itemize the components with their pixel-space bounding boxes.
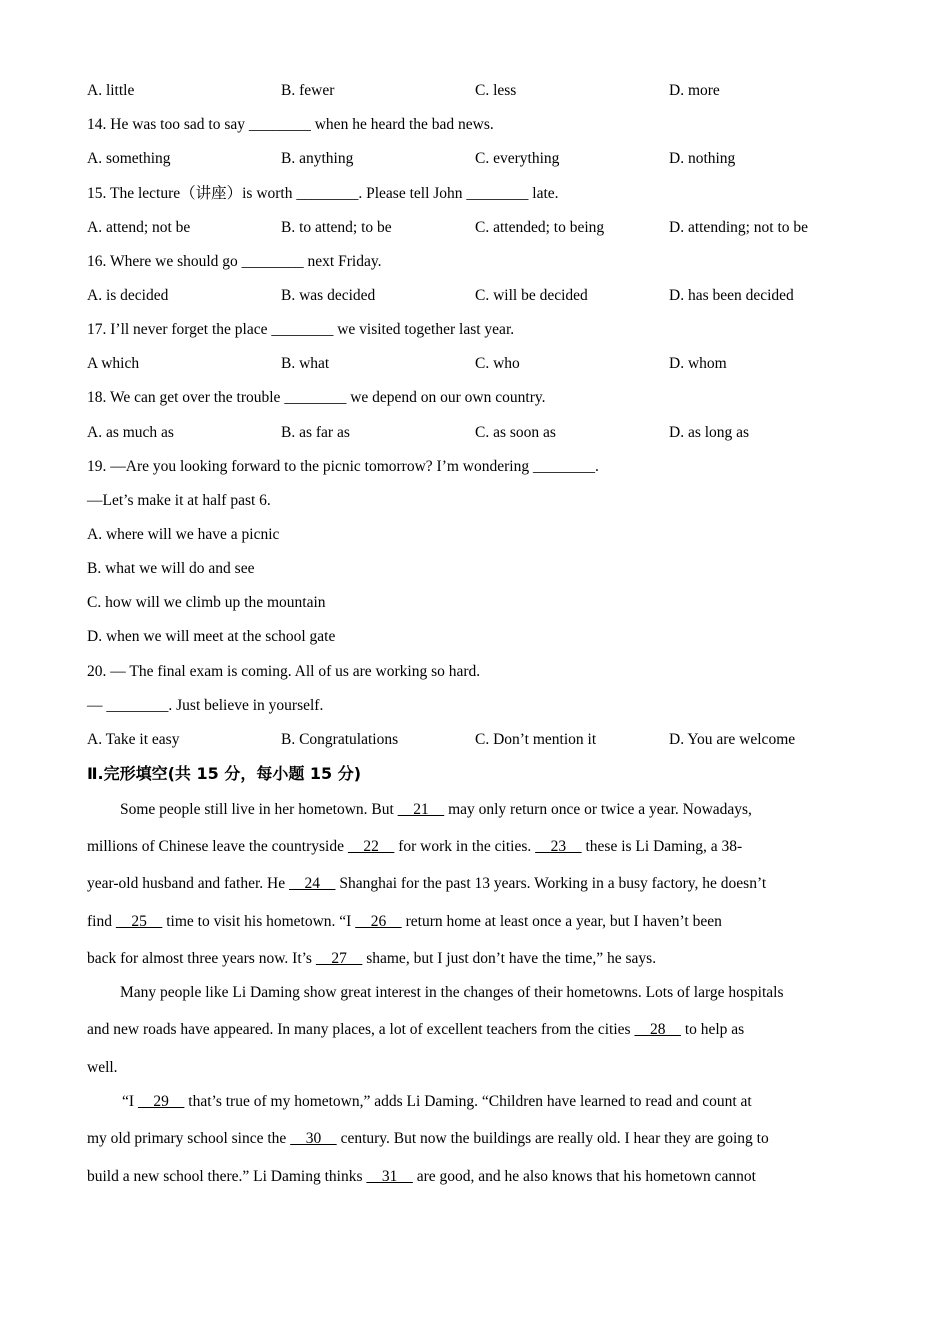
passage-text: Some people still live in her hometown. But	[120, 801, 398, 818]
cloze-line	[122, 1092, 898, 1112]
q17-option-c: C. who	[475, 355, 520, 372]
cloze-line	[87, 949, 863, 969]
q17-option-d: D. whom	[669, 355, 727, 372]
passage-text: Many people like Li Daming show great interest in the changes of their hometowns. Lots of large hospitals	[120, 984, 784, 1001]
cloze-line	[87, 912, 863, 932]
q14-stem: 14. He was too sad to say ________ when he heard the bad news.	[87, 116, 494, 133]
q20-option-a: A. Take it easy	[87, 731, 180, 748]
blank-number: 23	[535, 838, 582, 855]
q18-option-b: B. as far as	[281, 424, 350, 441]
cloze-line	[87, 1167, 863, 1187]
passage-text: that’s true of my hometown,” adds Li Daming. “Children have learned to read and count at	[184, 1093, 752, 1110]
blank-number: 21	[397, 801, 445, 818]
cloze-line	[87, 1020, 863, 1040]
q19-option-b: B. what we will do and see	[87, 560, 255, 577]
q19-option-a: A. where will we have a picnic	[87, 526, 280, 543]
passage-text: for work in the cities.	[394, 838, 536, 855]
blank-number: 22	[347, 838, 395, 855]
q18-option-c: C. as soon as	[475, 424, 556, 441]
blank-number: 29	[137, 1093, 185, 1110]
q19-reply: —Let’s make it at half past 6.	[87, 492, 271, 509]
cloze-line	[120, 983, 896, 1003]
cloze-line	[87, 874, 863, 894]
q18-option-d: D. as long as	[669, 424, 750, 441]
blank-number: 30	[290, 1130, 337, 1147]
q17-option-b: B. what	[281, 355, 330, 372]
passage-text: “I	[122, 1093, 138, 1110]
q16-option-c: C. will be decided	[475, 287, 588, 304]
blank-number: 27	[315, 950, 363, 967]
passage-text: build a new school there.” Li Daming thinks	[87, 1168, 367, 1185]
q14-option-c: C. everything	[475, 150, 560, 167]
passage-text: century. But now the buildings are really old. I hear they are going to	[336, 1130, 769, 1147]
passage-text: well.	[87, 1059, 118, 1076]
q20-stem: 20. — The final exam is coming. All of us are working so hard.	[87, 663, 481, 680]
q15-stem: 15. The lecture（讲座）is worth ________. Please tell John ________ late.	[87, 185, 559, 202]
q13-option-c: C. less	[475, 82, 517, 99]
q15-option-a: A. attend; not be	[87, 219, 191, 236]
q16-option-b: B. was decided	[281, 287, 376, 304]
q17-stem: 17. I’ll never forget the place ________ we visited together last year.	[87, 321, 515, 338]
q13-option-a: A. little	[87, 82, 135, 99]
passage-text: may only return once or twice a year. Nowadays,	[444, 801, 752, 818]
q19-option-d: D. when we will meet at the school gate	[87, 628, 336, 645]
passage-text: shame, but I just don’t have the time,” he says.	[362, 950, 657, 967]
q17-option-a: A which	[87, 355, 140, 372]
passage-text: back for almost three years now. It’s	[87, 950, 316, 967]
passage-text: to help as	[680, 1021, 745, 1038]
blank-number: 25	[115, 913, 163, 930]
q20-option-b: B. Congratulations	[281, 731, 399, 748]
passage-text: are good, and he also knows that his hometown cannot	[412, 1168, 756, 1185]
blank-number: 28	[634, 1021, 681, 1038]
blank-number: 26	[355, 913, 402, 930]
q13-option-b: B. fewer	[281, 82, 335, 99]
q13-option-d: D. more	[669, 82, 720, 99]
passage-text: return home at least once a year, but I haven’t been	[401, 913, 722, 930]
q14-option-b: B. anything	[281, 150, 354, 167]
passage-text: find	[87, 913, 116, 930]
cloze-line	[87, 837, 863, 857]
cloze-line	[87, 1129, 863, 1149]
cloze-line	[120, 800, 896, 820]
q18-stem: 18. We can get over the trouble ________ we depend on our own country.	[87, 389, 546, 406]
passage-text: millions of Chinese leave the countryside	[87, 838, 348, 855]
passage-text: these is Li Daming, a 38-	[581, 838, 743, 855]
q20-option-c: C. Don’t mention it	[475, 731, 597, 748]
passage-text: my old primary school since the	[87, 1130, 291, 1147]
q16-stem: 16. Where we should go ________ next Friday.	[87, 253, 382, 270]
passage-text: time to visit his hometown. “I	[162, 913, 356, 930]
passage-text: and new roads have appeared. In many places, a lot of excellent teachers from the cities	[87, 1021, 635, 1038]
q16-option-a: A. is decided	[87, 287, 169, 304]
q15-option-d: D. attending; not to be	[669, 219, 809, 236]
passage-text: Shanghai for the past 13 years. Working in a busy factory, he doesn’t	[335, 875, 767, 892]
q15-option-c: C. attended; to being	[475, 219, 605, 236]
section-heading: Ⅱ.完形填空(共 15 分，每小题 15 分)	[87, 764, 362, 783]
blank-number: 31	[366, 1168, 413, 1185]
q14-option-a: A. something	[87, 150, 171, 167]
cloze-line	[87, 1058, 863, 1078]
blank-number: 24	[288, 875, 336, 892]
q15-option-b: B. to attend; to be	[281, 219, 392, 236]
q16-option-d: D. has been decided	[669, 287, 794, 304]
q20-reply: — ________. Just believe in yourself.	[87, 697, 324, 714]
q19-option-c: C. how will we climb up the mountain	[87, 594, 326, 611]
q20-option-d: D. You are welcome	[669, 731, 796, 748]
passage-text: year-old husband and father. He	[87, 875, 289, 892]
q14-option-d: D. nothing	[669, 150, 736, 167]
q18-option-a: A. as much as	[87, 424, 174, 441]
q19-stem: 19. —Are you looking forward to the picnic tomorrow? I’m wondering ________.	[87, 458, 599, 475]
